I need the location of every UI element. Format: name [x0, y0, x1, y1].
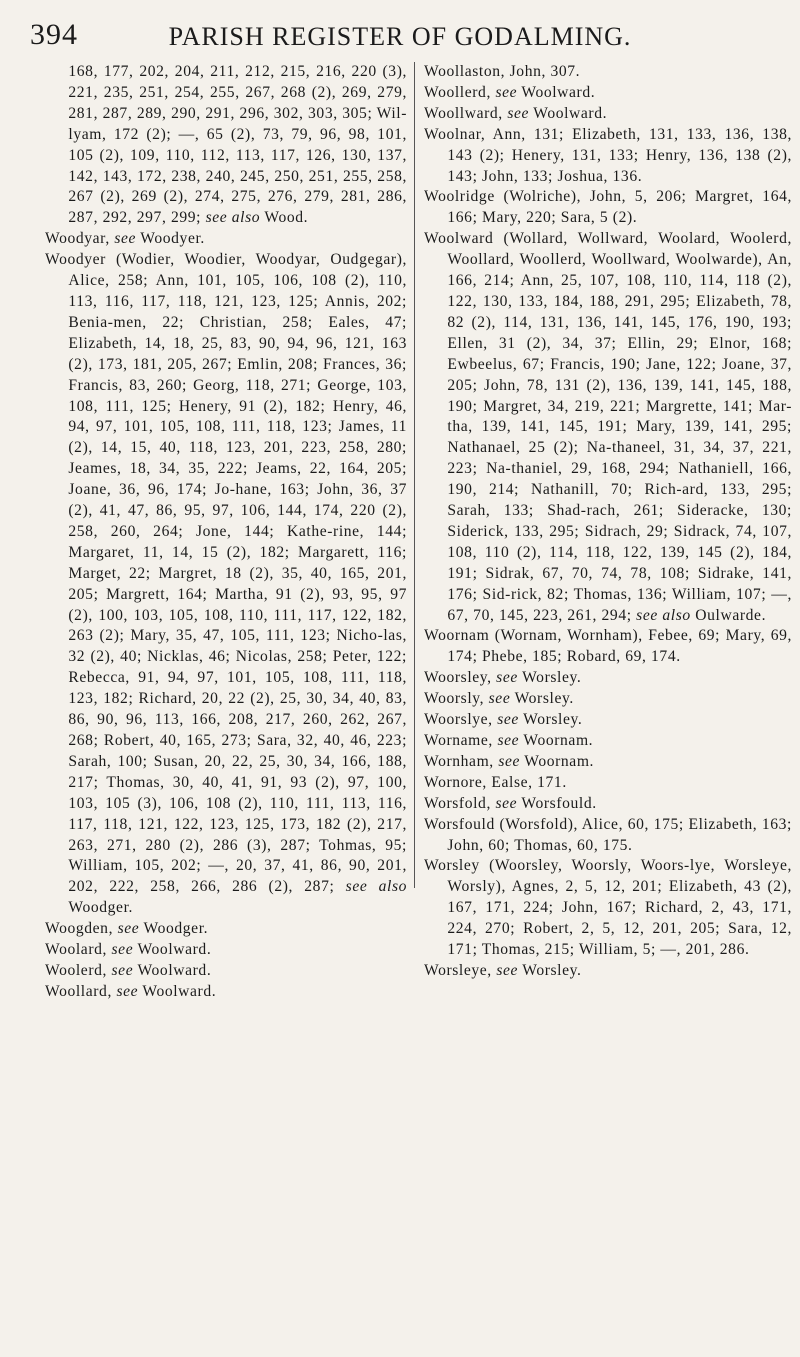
entry-text: Worsleye, — [424, 961, 492, 979]
entry-text: Worname, — [424, 732, 493, 749]
index-entry — [45, 982, 407, 1003]
cross-reference: Woolward. — [142, 982, 217, 1000]
index-entry — [45, 62, 407, 229]
see-reference-label: see also — [205, 209, 261, 227]
index-entry — [424, 125, 792, 188]
cross-reference: Worsley. — [514, 690, 574, 708]
see-reference-label: see — [496, 961, 519, 979]
cross-reference: Woolward. — [137, 941, 212, 959]
index-entry — [424, 229, 792, 626]
index-entry — [424, 961, 792, 982]
entry-text: Woodyer (Wodier, Woodier, Woodyar, Oudgegar), Alice, 258; Ann, 101, 105, 106, 108 (2), 110, 113, 116, 117, 118, 121, 123, 125; Annis, 202; Benia-men, 22; Christian, 258; Eales, 47; Elizabeth, 14, 18, 25, 83, 90, 94, 96, 121, 163 (2), 173, 181, 205, 267; Emlin, 208; Frances, 36; Francis, 83, 260; Georg, 118, 271; George, 103, 108, 111, 125; Henery, 91 (2), 182; Henry, 46, 94, 97, 101, 105, 108, 111, 118, 123; James, 11 (2), 14, 15, 40, 118, 123, 201, 223, 258, 280; Jeames, 18, 34, 35, 222; Jeams, 22, 164, 205; Joane, 36, 96, 174; Jo-hane, 163; John, 36, 37 (2), 41, 47, 86, 95, 97, 106, 144, 174, 220 (2), 258, 260, 264; Jone, 144; Kathe-rine, 144; Margaret, 11, 14, 15 (2), 182; Margarett, 116; Marget, 22; Margret, 18 (2), 35, 40, 165, 201, 205; Margrett, 164; Martha, 91 (2), 93, 95, 97 (2), 100, 103, 105, 108, 110, 111, 117, 122, 182, 263 (2); Mary, 35, 47, 105, 111, 123; Nicho-las, 32 (2), 40; Nicklas, 46; Nicolas, 258; Peter, 122; Rebecca, 91, 94, 97, 101, 105, 108, 111, 118, 123, 182; Richard, 20, 22 (2), 25, 30, 34, 40, 83, 86, 90, 96, 113, 166, 208, 217, 260, 262, 267, 268; Robert, 40, 165, 273; Sara, 32, 40, 46, 223; Sarah, 100; Susan, 20, 22, 25, 30, 34, 166, 188, 217; Thomas, 30, 40, 41, 91, 93 (2), 97, 100, 103, 105 (3), 106, 108 (2), 110, 111, 113, 116, 117, 118, 121, 122, 123, 125, 173, 182 (2), 217, 263, 271, 280 (2), 286 (3), 287; Tohmas, 95; William, 105, 202; —, 20, 37, 41, 86, 90, 201, 202, 222, 258, 266, 286 (2), 287; — [45, 251, 407, 896]
index-entry — [424, 752, 792, 773]
entry-text: Woodyar, — [45, 230, 110, 248]
cross-reference: Worsley. — [523, 711, 583, 729]
index-entry — [424, 62, 792, 83]
entry-text: Woorsley, — [424, 669, 492, 687]
entry-text: Woogden, — [45, 920, 114, 938]
index-entry — [424, 668, 792, 689]
entry-text: Woollard, — [45, 982, 112, 1000]
index-entry — [45, 961, 407, 982]
entry-text: Wornham, — [424, 752, 494, 770]
column-divider — [414, 62, 415, 888]
index-entry — [45, 940, 407, 961]
page-header — [24, 18, 776, 58]
cross-reference: Woornam. — [524, 752, 595, 770]
see-reference-label: see also — [345, 878, 408, 896]
see-reference-label: see — [495, 794, 518, 812]
cross-reference: Woodger. — [143, 920, 209, 938]
index-entry — [424, 773, 792, 794]
index-entry — [424, 626, 792, 668]
entry-text: Woolnar, Ann, 131; Elizabeth, 131, 133, 136, 138, 143 (2); Henery, 131, 133; Henry, 136, 138 (2), 143; John, 133; Joshua, 136. — [424, 125, 792, 185]
see-reference-label: see — [111, 941, 134, 959]
index-entry — [424, 710, 792, 731]
index-entry — [424, 187, 792, 229]
see-reference-label: see — [116, 982, 139, 1000]
cross-reference: Oulwarde. — [695, 606, 767, 624]
entry-text: Woolard, — [45, 941, 108, 959]
entry-text: Worsfold, — [424, 794, 491, 812]
index-entry — [424, 689, 792, 710]
cross-reference: Woodyer. — [140, 230, 205, 248]
entry-text: Woorsly, — [424, 690, 485, 708]
index-entry — [424, 83, 792, 104]
entry-text: Worsfould (Worsfold), Alice, 60, 175; Elizabeth, 163; John, 60; Thomas, 60, 175. — [424, 815, 792, 854]
index-entry — [424, 731, 792, 752]
cross-reference: Worsley. — [522, 669, 582, 687]
entry-text: Woollaston, John, 307. — [424, 63, 581, 80]
see-reference-label: see — [114, 230, 137, 248]
running-title: PARISH REGISTER OF GODALMING. — [168, 22, 632, 51]
index-entry — [45, 919, 407, 940]
entry-text: Woolerd, — [45, 961, 108, 979]
entry-text: Woollward, — [424, 104, 503, 122]
see-reference-label: see — [497, 711, 519, 729]
see-reference-label: see — [497, 732, 520, 749]
entry-text: Woornam (Wornam, Wornham), Febee, 69; Mary, 69, 174; Phebe, 185; Robard, 69, 174. — [424, 627, 792, 666]
index-entry — [45, 250, 407, 919]
see-reference-label: see — [111, 961, 134, 979]
entry-text: 168, 177, 202, 204, 211, 212, 215, 216, 220 (3), 221, 235, 251, 254, 255, 267, 268 (2), 269, 279, 281, 287, 289, 290, 291, 296, 302, 303, 305; Wil-lyam, 172 (2); —, 65 (2), 73, 79, 96, 98, 101, 105 (2), 109, 110, 112, 113, 117, 126, 130, 137, 142, 143, 172, 238, 240, 245, 250, 251, 255, 258, 267 (2), 269 (2), 274, 275, 276, 279, 281, 286, 287, 292, 297, 299; — [68, 63, 407, 227]
entry-text: Worsley (Woorsley, Woorsly, Woors-lye, Worsleye, Worsly), Agnes, 2, 5, 12, 201; Elizabeth, 43 (2), 167, 171, 224; John, 167; Richard, 2, 43, 171, 224, 270; Robert, 2, 5, 12, 201, 205; Sara, 12, 171; Thomas, 215; William, 5; —, 201, 286. — [424, 857, 792, 959]
cross-reference: Worsfould. — [521, 794, 597, 812]
entry-text: Wornore, Ealse, 171. — [424, 773, 567, 791]
entry-text: Woolridge (Wolriche), John, 5, 206; Margret, 164, 166; Mary, 220; Sara, 5 (2). — [424, 188, 792, 227]
see-reference-label: see — [496, 669, 518, 687]
see-reference-label: see also — [636, 606, 691, 624]
cross-reference: Woornam. — [523, 732, 594, 749]
entry-text: Woollerd, — [424, 83, 491, 101]
cross-reference: Woolward. — [137, 961, 212, 979]
index-entry — [424, 794, 792, 815]
index-entry — [424, 856, 792, 961]
see-reference-label: see — [498, 752, 521, 770]
entry-text: Woolward (Wollard, Wollward, Woolard, Woolerd, Woollard, Woollerd, Woollward, Woolwarde), An, 166, 214; Ann, 25, 107, 108, 110, 114, 118 (2), 122, 130, 133, 184, 188, 291, 295; Elizabeth, 78, 82 (2), 114, 131, 136, 141, 145, 176, 190, 193; Ellen, 31 (2), 34, 37; Ellin, 29; Elnor, 168; Ewbeelus, 67; Francis, 190; Jane, 122; Joane, 37, 205; John, 78, 131 (2), 136, 139, 141, 145, 188, 190; Margret, 34, 219, 221; Margrette, 141; Mar-tha, 139, 141, 145, 191; Mary, 139, 141, 295; Nathanael, 25 (2); Na-thaneel, 31, 34, 37, 221, 223; Na-thaniel, 29, 168, 294; Nathaniell, 166, 190, 214; Nathanill, 70; Rich-ard, 133, 295; Sarah, 133; Shad-rach, 261; Sideracke, 130; Siderick, 133, 295; Sidrach, 29; Sidrack, 74, 107, 108, 110 (2), 114, 118, 122, 139, 145 (2), 184, 191; Sidrak, 67, 70, 74, 78, 108; Sidrake, 141, 176; Sid-rick, 82; Thomas, 136; William, 107; —, 67, 70, 145, 223, 261, 294; — [424, 230, 792, 624]
see-reference-label: see — [117, 920, 140, 938]
see-reference-label: see — [507, 104, 530, 122]
cross-reference: Woolward. — [521, 83, 596, 101]
page-number: 394 — [30, 18, 78, 51]
cross-reference: Woodger. — [68, 899, 133, 917]
left-column — [45, 62, 407, 1003]
index-entry — [424, 104, 792, 125]
cross-reference: Worsley. — [522, 961, 582, 979]
entry-text: Woorslye, — [424, 711, 493, 729]
right-column — [424, 62, 792, 982]
cross-reference: Woolward. — [533, 104, 608, 122]
see-reference-label: see — [495, 83, 518, 101]
see-reference-label: see — [488, 690, 511, 708]
index-entry — [45, 229, 407, 250]
index-entry — [424, 815, 792, 857]
cross-reference: Wood. — [264, 209, 309, 227]
